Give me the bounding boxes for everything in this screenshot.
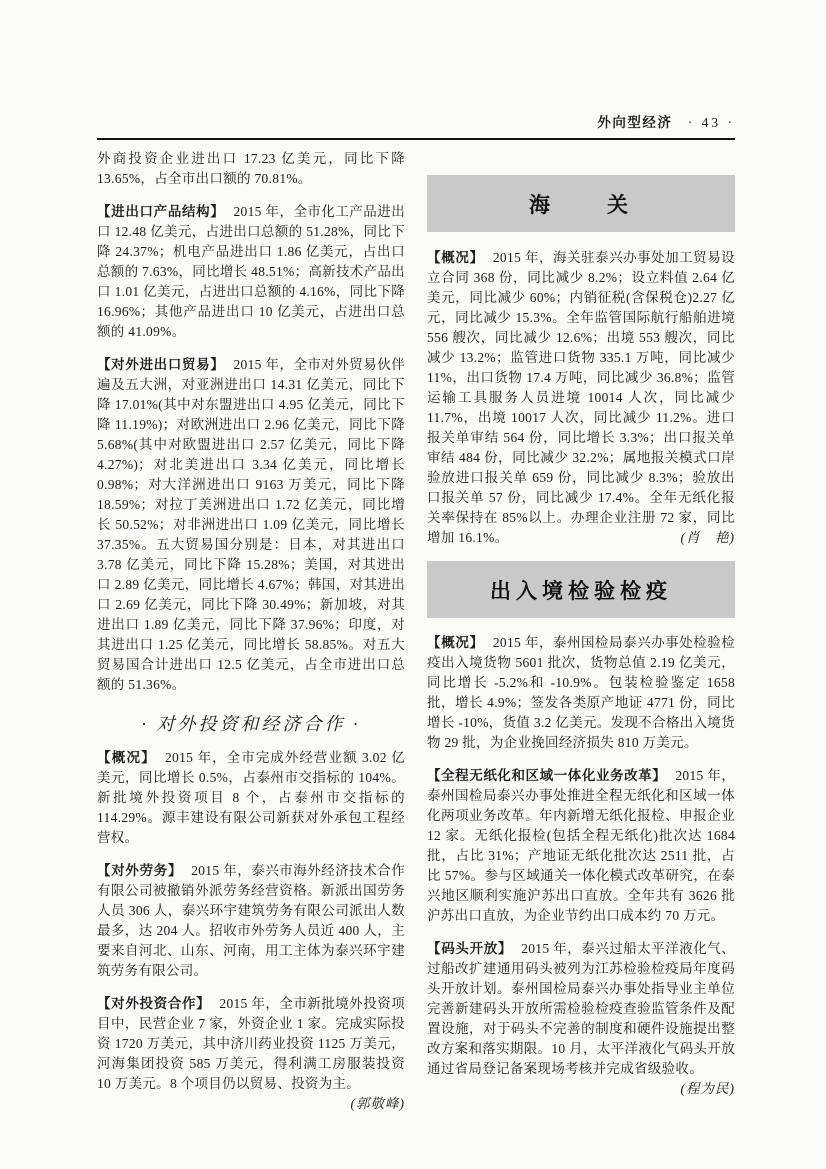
paragraph-continuation — [97, 149, 405, 189]
two-column-layout — [97, 149, 735, 1114]
section-title-customs: 海 关 — [529, 193, 633, 217]
author-signature: (程为民) — [680, 1081, 735, 1096]
paragraph-text: 2015 年，全市化工产品进出口 12.48 亿美元，占进出口总额的 51.28%，同比下降 24.37%；机电产品进出口 1.86 亿美元，占出口总额的 7.63%，同比增长 48.51%；高新技术产品出口 1.01 亿美元，占进出口总额的 4.16%，同比下降 16.96%；其他产品进出口 10 亿美元，占进出口总额的 41.09%。 — [97, 204, 406, 339]
entry-label: 【全程无纸化和区域一体化业务改革】 — [427, 768, 667, 783]
paragraph-wharf-opening — [427, 939, 736, 1096]
paragraph-foreign-labor — [97, 861, 405, 981]
paragraph-text: 2015 年，泰兴市海外经济技术合作有限公司被撤销外派劳务经营资格。新派出国劳务人员 306 人，泰兴环宇建筑劳务有限公司派出人数最多，达 204 人。招收市外劳务人员近 400 人，主要来自河北、山东、河南，用工主体为泰兴环宇建筑劳务有限公司。 — [97, 863, 406, 978]
header-rule — [97, 138, 735, 140]
paragraph-inspection-overview — [427, 633, 735, 753]
paragraph-foreign-trade — [97, 355, 405, 695]
paragraph-text: 2015 年，全市对外贸易伙伴遍及五大洲，对亚洲进出口 14.31 亿美元，同比下降 17.01%(其中对东盟进出口 4.95 亿美元，同比下降 11.19%)；对欧洲进出口 2.96 亿美元，同比下降 5.68%(其中对欧盟进出口 2.57 亿美元，同比下降 4.27%)；对北美进出口 3.34 亿美元，同比增长 0.98%；对大洋洲进出口 9163 万美元，同比下降 18.59%；对拉丁美洲进出口 1.72 亿美元，同比增长 50.52%；对非洲进出口 1.09 亿美元，同比增长 37.35%。五大贸易国分别是：日本，对其进出口 3.78 亿美元，同比下降 15.28%；美国，对其进出口 2.89 亿美元，同比增长 4.67%；韩国，对其进出口 2.69 亿美元，同比下降 30.49%；新加坡，对其进出口 1.89 亿美元，同比下降 37.96%；印度，对其进出口 1.25 亿美元，同比增长 58.85%。对五大贸易国合计进出口 12.5 亿美元，占全市进出口总额的 51.36%。 — [97, 357, 406, 692]
entry-label: 【进出口产品结构】 — [97, 204, 225, 219]
paragraph-text: 2015 年，海关驻泰兴办事处加工贸易设立合同 368 份，同比减少 8.2%；设立料值 2.64 亿美元，同比减少 60%；内销征税(含保税仓)2.27 亿元，同比减少 15.3%。全年监管国际航行船舶进境 556 艘次，同比减少 12.6%；出境 553 艘次，同比减少 13.2%；监管进口货物 335.1 万吨，同比减少 11%，出口货物 17.4 万吨，同比减少 36.8%；监管运输工具服务人员进境 10014 人次，同比减少 11.7%，出境 10017 人次，同比减少 11.2%。进口报关单审结 564 份，同比增长 3.3%；出口报关单审结 484 份，同比减少 32.2%；属地报关模式口岸验放进口报关单 659 份，同比减少 8.3%；验放出口报关单 57 份，同比减少 17.4%。全年无纸化报关率保持在 85%以上。办理企业注册 72 家，同比增加 16.1%。 — [427, 250, 736, 545]
paragraph-import-export-structure — [97, 202, 405, 342]
section-title-inspection: 出入境检验检疫 — [490, 579, 672, 603]
paragraph-customs-overview — [427, 248, 735, 548]
entry-label: 【概况】 — [427, 250, 484, 265]
paragraph-text: 2015 年，泰州国检局泰兴办事处检验检疫出入境货物 5601 批次，货物总值 2.19 亿美元，同比增长 -5.2%和 -10.9%。包装检验鉴定 1658 批，增长 4.9%；签发各类原产地证 4771 份，同比增长 -10%，货值 3.2 亿美元。发现不合格出入境货物 29 批，为企业挽回经济损失 810 万美元。 — [427, 635, 736, 750]
section-title-box-customs — [427, 175, 735, 232]
paragraph-paperless-reform — [427, 766, 735, 926]
author-signature: (郭敬峰) — [350, 1096, 405, 1111]
paragraph-text: 外商投资企业进出口 17.23 亿美元，同比下降 13.65%，占全市出口额的 70.81%。 — [97, 151, 405, 186]
entry-label: 【对外投资合作】 — [97, 996, 211, 1011]
paragraph-text: 2015 年，全市完成外经营业额 3.02 亿美元，同比增长 0.5%，占泰州市交指标的 104%。新批境外投资项目 8 个，占泰州市交指标的 114.29%。源丰建设有限公司新获对外承包工程经营权。 — [97, 750, 405, 845]
right-column — [427, 149, 735, 1114]
paragraph-overview-investment — [97, 748, 405, 848]
author-signature: (肖 艳) — [680, 530, 735, 545]
paragraph-text: 2015 年，泰州国检局泰兴办事处推进全程无纸化和区域一体化两项业务改革。年内新增无纸化报检、申报企业 12 家。无纸化报检(包括全程无纸化)批次达 1684 批，占比 31%；产地证无纸化批次达 2511 批，占比 57%。参与区域通关一体化模式改革研究，在泰兴地区顺利实施沪苏出口直放。全年共有 3626 批沪苏出口直放，为企业节约出口成本约 70 万元。 — [427, 768, 735, 923]
entry-label: 【概况】 — [427, 635, 484, 650]
running-head-section-title: 外向型经济 — [597, 115, 673, 130]
page-content — [97, 112, 735, 1114]
entry-label: 【概况】 — [97, 750, 156, 765]
section-title-box-inspection — [427, 561, 735, 618]
section-heading-foreign-investment: · 对外投资和经济合作 · — [141, 714, 361, 734]
paragraph-text: 2015 年，泰兴过船太平洋液化气、过船改扩建通用码头被列为江苏检验检疫局年度码头开放计划。泰州国检局泰兴办事处指导业主单位完善新建码头开放所需检验检疫查验监管条件及配置设施，对于码头不完善的制度和硬件设施提出整改方案和落实期限。10 月，太平洋液化气码头开放通过省局登记备案现场考核并完成省级验收。 — [427, 941, 736, 1076]
running-head-page-number: · 43 · — [687, 115, 735, 130]
left-column — [97, 149, 405, 1114]
entry-label: 【码头开放】 — [427, 941, 513, 956]
paragraph-outbound-investment — [97, 994, 405, 1111]
running-head — [97, 112, 735, 136]
paragraph-text: 2015 年，全市新批境外投资项目中，民营企业 7 家，外资企业 1 家。完成实际投资 1720 万美元，其中济川药业投资 1125 万美元，河海集团投资 585 万美元，得利满工房服装投资 10 万美元。8 个项目仍以贸易、投资为主。 — [97, 996, 405, 1091]
entry-label: 【对外进出口贸易】 — [97, 357, 225, 372]
entry-label: 【对外劳务】 — [97, 863, 183, 878]
